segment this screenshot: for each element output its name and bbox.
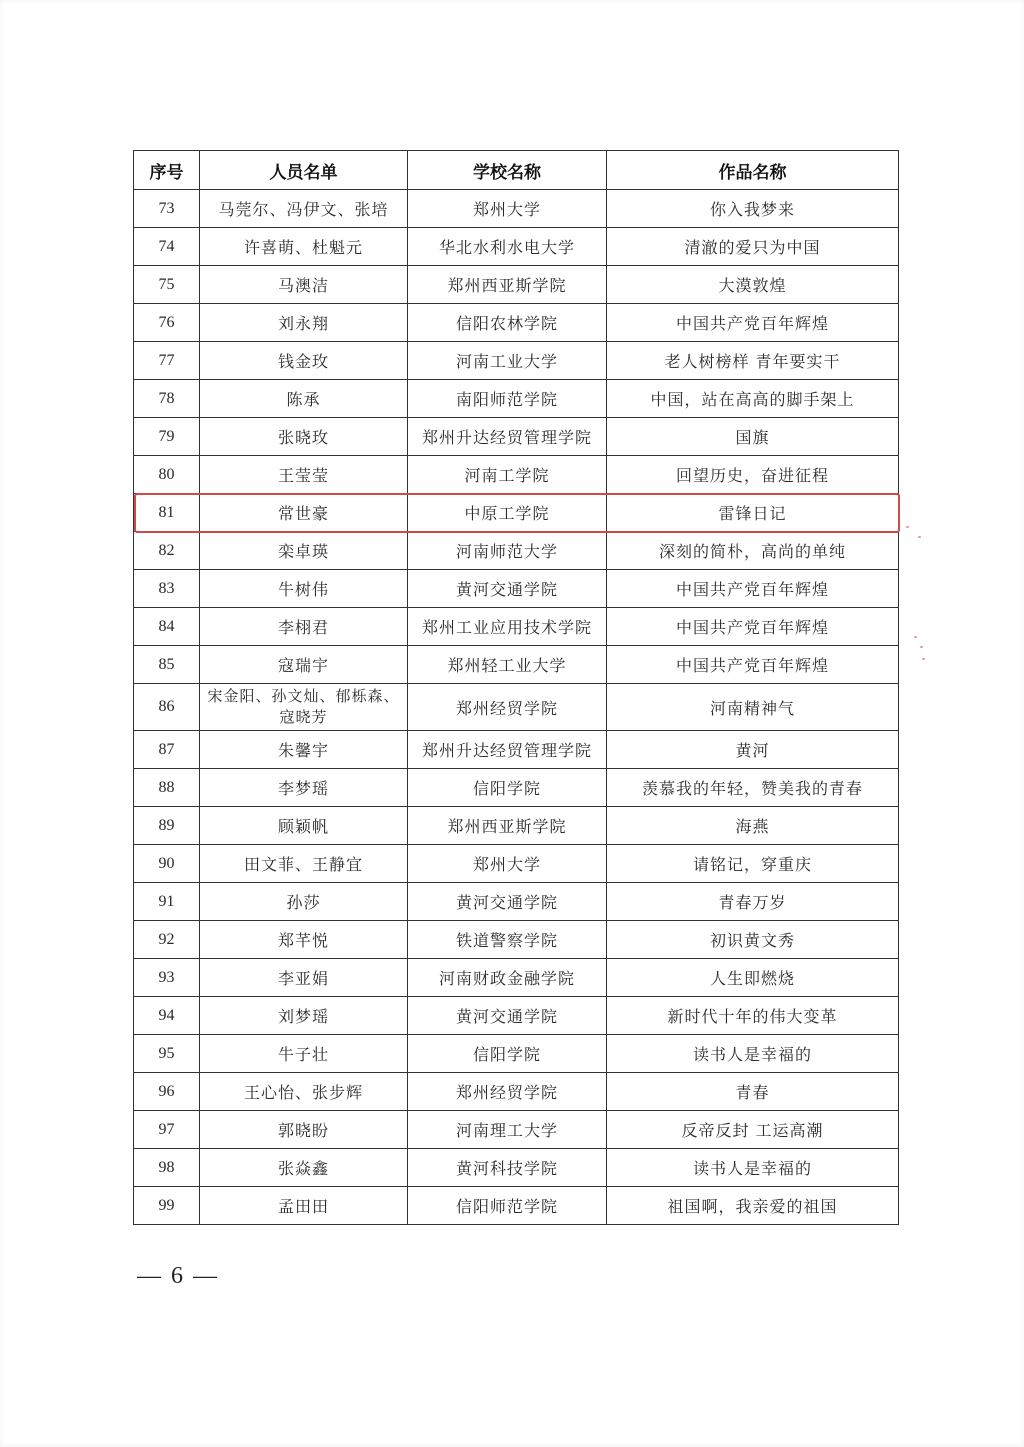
header-school: 学校名称	[408, 151, 607, 190]
row-school: 河南工学院	[408, 456, 607, 494]
row-number: 75	[134, 266, 200, 304]
row-names: 孙莎	[200, 883, 408, 921]
row-school: 黄河交通学院	[408, 997, 607, 1035]
table-row	[134, 1111, 899, 1149]
row-names: 张晓玫	[200, 418, 408, 456]
table-row	[134, 494, 899, 532]
row-number: 84	[134, 608, 200, 646]
row-names: 陈承	[200, 380, 408, 418]
row-number: 93	[134, 959, 200, 997]
row-work: 雷锋日记	[607, 494, 899, 532]
row-number: 85	[134, 646, 200, 684]
row-work: 初识黄文秀	[607, 921, 899, 959]
row-number: 97	[134, 1111, 200, 1149]
row-names: 常世豪	[200, 494, 408, 532]
row-number: 91	[134, 883, 200, 921]
row-work: 海燕	[607, 807, 899, 845]
row-names: 王莹莹	[200, 456, 408, 494]
row-school: 中原工学院	[408, 494, 607, 532]
row-names: 顾颖帆	[200, 807, 408, 845]
row-names: 李亚娟	[200, 959, 408, 997]
row-names: 许喜萌、杜魁元	[200, 228, 408, 266]
row-names: 刘永翔	[200, 304, 408, 342]
row-school: 郑州经贸学院	[408, 1073, 607, 1111]
table-row	[134, 1073, 899, 1111]
row-school: 郑州大学	[408, 845, 607, 883]
row-number: 83	[134, 570, 200, 608]
row-work: 河南精神气	[607, 684, 899, 731]
table-row	[134, 608, 899, 646]
row-number: 87	[134, 731, 200, 769]
table-row	[134, 456, 899, 494]
table-header-row	[134, 151, 899, 190]
table-row	[134, 845, 899, 883]
table-row	[134, 304, 899, 342]
red-speck	[918, 536, 921, 538]
row-names: 马莞尔、冯伊文、张培	[200, 190, 408, 228]
row-work: 请铭记，穿重庆	[607, 845, 899, 883]
table-row	[134, 684, 899, 731]
row-number: 90	[134, 845, 200, 883]
row-names: 郭晓盼	[200, 1111, 408, 1149]
row-school: 河南财政金融学院	[408, 959, 607, 997]
row-work: 羡慕我的年轻，赞美我的青春	[607, 769, 899, 807]
table-row	[134, 266, 899, 304]
table-row	[134, 1035, 899, 1073]
row-number: 89	[134, 807, 200, 845]
row-school: 河南工业大学	[408, 342, 607, 380]
row-work: 你入我梦来	[607, 190, 899, 228]
row-work: 国旗	[607, 418, 899, 456]
row-number: 74	[134, 228, 200, 266]
table-row	[134, 342, 899, 380]
row-names: 孟田田	[200, 1187, 408, 1225]
table-row	[134, 959, 899, 997]
row-work: 中国，站在高高的脚手架上	[607, 380, 899, 418]
row-names: 张焱鑫	[200, 1149, 408, 1187]
row-names: 栾卓瑛	[200, 532, 408, 570]
row-names: 宋金阳、孙文灿、郁栎森、寇晓芳	[200, 684, 408, 731]
row-work: 反帝反封 工运高潮	[607, 1111, 899, 1149]
row-names: 牛子壮	[200, 1035, 408, 1073]
row-work: 读书人是幸福的	[607, 1149, 899, 1187]
row-school: 黄河交通学院	[408, 883, 607, 921]
row-work: 中国共产党百年辉煌	[607, 570, 899, 608]
row-school: 河南师范大学	[408, 532, 607, 570]
red-speck	[914, 636, 917, 638]
table-body	[134, 190, 899, 1225]
row-number: 79	[134, 418, 200, 456]
row-school: 信阳学院	[408, 1035, 607, 1073]
row-work: 中国共产党百年辉煌	[607, 646, 899, 684]
row-work: 青春万岁	[607, 883, 899, 921]
row-school: 华北水利水电大学	[408, 228, 607, 266]
row-work: 深刻的简朴，高尚的单纯	[607, 532, 899, 570]
table-row	[134, 997, 899, 1035]
row-names: 刘梦瑶	[200, 997, 408, 1035]
row-school: 信阳学院	[408, 769, 607, 807]
row-school: 郑州工业应用技术学院	[408, 608, 607, 646]
table-row	[134, 883, 899, 921]
row-work: 黄河	[607, 731, 899, 769]
row-number: 95	[134, 1035, 200, 1073]
row-number: 81	[134, 494, 200, 532]
row-number: 88	[134, 769, 200, 807]
row-school: 黄河交通学院	[408, 570, 607, 608]
red-speck	[922, 658, 925, 660]
table-row	[134, 380, 899, 418]
table-row	[134, 1187, 899, 1225]
row-school: 河南理工大学	[408, 1111, 607, 1149]
row-number: 80	[134, 456, 200, 494]
row-school: 郑州升达经贸管理学院	[408, 418, 607, 456]
row-work: 中国共产党百年辉煌	[607, 304, 899, 342]
row-school: 郑州升达经贸管理学院	[408, 731, 607, 769]
row-number: 77	[134, 342, 200, 380]
row-names: 王心怡、张步辉	[200, 1073, 408, 1111]
table-row	[134, 807, 899, 845]
row-names: 朱馨宇	[200, 731, 408, 769]
row-work: 清澈的爱只为中国	[607, 228, 899, 266]
row-names: 田文菲、王静宜	[200, 845, 408, 883]
row-names: 李梦瑶	[200, 769, 408, 807]
row-work: 大漠敦煌	[607, 266, 899, 304]
row-work: 青春	[607, 1073, 899, 1111]
roster-table	[133, 150, 899, 1225]
row-school: 黄河科技学院	[408, 1149, 607, 1187]
row-work: 回望历史，奋进征程	[607, 456, 899, 494]
row-number: 99	[134, 1187, 200, 1225]
row-school: 郑州经贸学院	[408, 684, 607, 731]
row-number: 86	[134, 684, 200, 731]
row-number: 92	[134, 921, 200, 959]
row-names: 郑芊悦	[200, 921, 408, 959]
header-work: 作品名称	[607, 151, 899, 190]
table-row	[134, 1149, 899, 1187]
row-number: 98	[134, 1149, 200, 1187]
row-work: 老人树榜样 青年要实干	[607, 342, 899, 380]
table-row	[134, 532, 899, 570]
row-names: 寇瑞宇	[200, 646, 408, 684]
row-school: 郑州西亚斯学院	[408, 266, 607, 304]
row-number: 82	[134, 532, 200, 570]
row-number: 73	[134, 190, 200, 228]
header-names: 人员名单	[200, 151, 408, 190]
table-row	[134, 731, 899, 769]
row-work: 中国共产党百年辉煌	[607, 608, 899, 646]
row-school: 铁道警察学院	[408, 921, 607, 959]
table-row	[134, 190, 899, 228]
table-row	[134, 570, 899, 608]
row-work: 读书人是幸福的	[607, 1035, 899, 1073]
table-row	[134, 769, 899, 807]
row-school: 信阳农林学院	[408, 304, 607, 342]
row-number: 96	[134, 1073, 200, 1111]
row-school: 郑州西亚斯学院	[408, 807, 607, 845]
row-names: 牛树伟	[200, 570, 408, 608]
table-row	[134, 921, 899, 959]
table-row	[134, 646, 899, 684]
table-row	[134, 418, 899, 456]
row-number: 76	[134, 304, 200, 342]
header-number: 序号	[134, 151, 200, 190]
row-number: 94	[134, 997, 200, 1035]
row-number: 78	[134, 380, 200, 418]
row-work: 人生即燃烧	[607, 959, 899, 997]
row-names: 李栩君	[200, 608, 408, 646]
page-number: — 6 —	[137, 1263, 219, 1289]
row-school: 信阳师范学院	[408, 1187, 607, 1225]
row-school: 郑州大学	[408, 190, 607, 228]
red-speck	[906, 526, 909, 528]
row-names: 马澳洁	[200, 266, 408, 304]
red-speck	[920, 646, 923, 648]
row-school: 郑州轻工业大学	[408, 646, 607, 684]
row-work: 祖国啊，我亲爱的祖国	[607, 1187, 899, 1225]
row-work: 新时代十年的伟大变革	[607, 997, 899, 1035]
row-names: 钱金玫	[200, 342, 408, 380]
table-row	[134, 228, 899, 266]
row-school: 南阳师范学院	[408, 380, 607, 418]
